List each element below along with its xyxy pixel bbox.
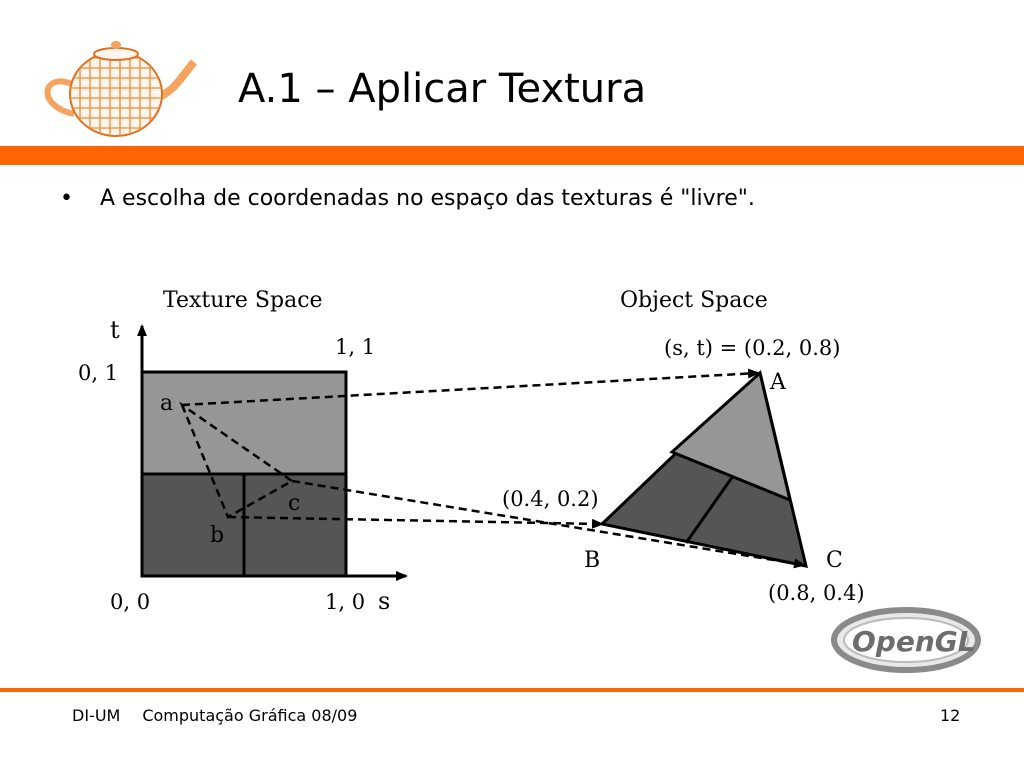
slide-title: A.1 – Aplicar Textura <box>238 66 647 112</box>
texture-region-light <box>142 372 346 474</box>
object-space-title: Object Space <box>620 288 768 313</box>
corner-label-1-1: 1, 1 <box>335 335 376 359</box>
opengl-logo-text: OpenGL <box>852 625 976 658</box>
opengl-logo <box>834 610 978 670</box>
bullet-item <box>60 186 755 211</box>
footer-course: Computação Gráfica 08/09 <box>142 706 358 725</box>
bullet-text: A escolha de coordenadas no espaço das texturas é "livre". <box>100 186 755 211</box>
corner-label-0-0: 0, 0 <box>110 590 151 614</box>
teapot-logo <box>34 36 204 146</box>
coord-label-B: (0.4, 0.2) <box>502 487 599 511</box>
texture-region-dark-right <box>244 474 346 576</box>
vertex-label-B: B <box>584 548 601 573</box>
footer-accent-line <box>0 688 1024 692</box>
texture-region-dark-left <box>142 474 244 576</box>
corner-label-1-0: 1, 0 <box>325 590 366 614</box>
point-label-c: c <box>288 491 301 516</box>
vertex-label-C: C <box>826 548 843 573</box>
corner-label-0-1: 0, 1 <box>78 361 119 385</box>
texture-space-title: Texture Space <box>163 288 323 313</box>
s-axis-label: s <box>378 587 391 615</box>
bullet-marker: • <box>60 186 73 211</box>
coord-label-A: (s, t) = (0.2, 0.8) <box>664 336 841 360</box>
vertex-label-A: A <box>770 370 786 395</box>
point-label-a: a <box>160 391 174 416</box>
footer-org: DI-UM <box>72 706 121 725</box>
coord-label-C: (0.8, 0.4) <box>768 581 865 605</box>
header-accent-bar <box>0 146 1024 165</box>
footer-info <box>72 706 357 725</box>
texture-mapping-diagram <box>0 260 1024 680</box>
page-number: 12 <box>940 706 961 725</box>
point-label-b: b <box>210 523 225 548</box>
t-axis-label: t <box>110 316 120 344</box>
